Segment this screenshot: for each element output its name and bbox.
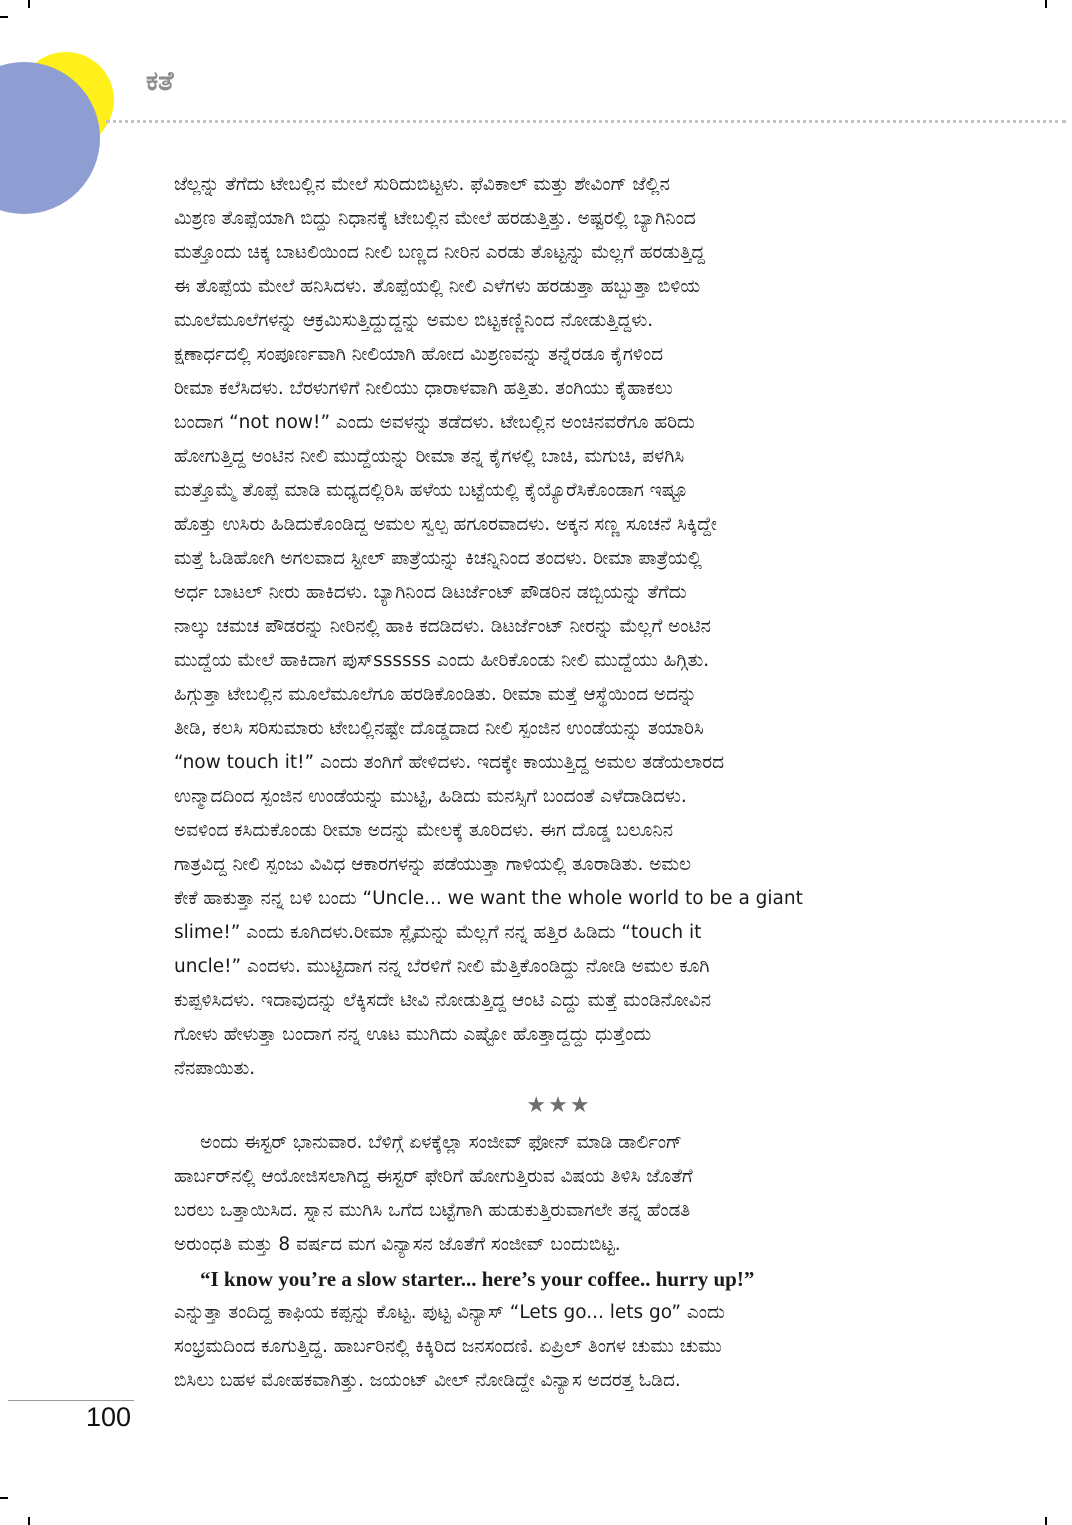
page-number: 100 <box>86 1402 132 1432</box>
text-line: ಬರಲು ಒತ್ತಾಯಿಸಿದ. ಸ್ನಾನ ಮುಗಿಸಿ ಒಗೆದ ಬಟ್ಟೆಗಾಗಿ ಹುಡುಕುತ್ತಿರುವಾಗಲೇ ತನ್ನ ಹೆಂಡತಿ <box>174 1200 691 1221</box>
text-line: ಅವಳಿಂದ ಕಸಿದುಕೊಂಡು ರೀಮಾ ಅದನ್ನು ಮೇಲಕ್ಕೆ ತೂರಿದಳು. ಈಗ ದೊಡ್ಡ ಬಲೂನಿನ <box>174 820 674 841</box>
text-line: ಮೂಲೆಮೂಲೆಗಳನ್ನು ಆಕ್ರಮಿಸುತ್ತಿದ್ದುದ್ದನ್ನು ಅಮಲ ಬಿಟ್ಟಕಣ್ಣಿನಿಂದ ನೋಡುತ್ತಿದ್ದಳು. <box>174 310 654 331</box>
paragraph-1 <box>174 168 944 1086</box>
crop-mark-bottom-left <box>0 1497 8 1499</box>
text-line: ಬಿಸಿಲು ಬಹಳ ಮೋಹಕವಾಗಿತ್ತು. ಜಯಂಟ್ ವೀಲ್ ನೋಡಿದ್ದೇ ವಿನ್ಯಾಸ ಅದರತ್ತ ಓಡಿದ. <box>174 1370 681 1391</box>
text-line: ಅರುಂಧತಿ ಮತ್ತು 8 ವರ್ಷದ ಮಗ ವಿನ್ಯಾಸನ ಜೊತೆಗೆ ಸಂಜೀವ್ ಬಂದುಬಿಟ್ಟ. <box>174 1234 621 1255</box>
paragraph-2 <box>174 1126 944 1262</box>
text-line: ಮತ್ತೊಮ್ಮೆ ತೊಪ್ಪೆ ಮಾಡಿ ಮಧ್ಯದಲ್ಲಿರಿಸಿ ಹಳೆಯ ಬಟ್ಟೆಯಲ್ಲಿ ಕೈಯ್ಯೊರೆಸಿಕೊಂಡಾಗ ಇಷ್ಟೂ <box>174 480 688 501</box>
text-line: ಅಂದು ಈಸ್ಟರ್ ಭಾನುವಾರ. ಬೆಳಿಗ್ಗೆ ಏಳಕ್ಕೆಲ್ಲಾ ಸಂಜೀವ್ ಫೋನ್ ಮಾಡಿ ಡಾರ್ಲಿಂಗ್ <box>200 1132 683 1153</box>
crop-mark-top-left <box>0 16 8 18</box>
footer-rule <box>8 1400 134 1401</box>
paragraph-3 <box>174 1262 944 1398</box>
text-line: “I know you’re a slow starter... here’s your coffee.. hurry up!” <box>200 1267 755 1291</box>
text-line: ನಾಲ್ಕು ಚಮಚ ಪೌಡರನ್ನು ನೀರಿನಲ್ಲಿ ಹಾಕಿ ಕದಡಿದಳು. ಡಿಟರ್ಜೆಂಟ್ ನೀರನ್ನು ಮೆಲ್ಲಗೆ ಅಂಟಿನ <box>174 616 711 637</box>
text-line: ಗಾತ್ರವಿದ್ದ ನೀಲಿ ಸ್ಪಂಜು ವಿವಿಧ ಆಕಾರಗಳನ್ನು ಪಡೆಯುತ್ತಾ ಗಾಳಿಯಲ್ಲಿ ತೂರಾಡಿತು. ಅಮಲ <box>174 854 692 875</box>
text-line: ಈ ತೊಪ್ಪೆಯ ಮೇಲೆ ಹನಿಸಿದಳು. ತೊಪ್ಪೆಯಲ್ಲಿ ನೀಲಿ ಎಳೆಗಳು ಹರಡುತ್ತಾ ಹಬ್ಬುತ್ತಾ ಬಿಳಿಯ <box>174 276 701 297</box>
text-line: ಅರ್ಧ ಬಾಟಲ್ ನೀರು ಹಾಕಿದಳು. ಬ್ಯಾಗಿನಿಂದ ಡಿಟರ್ಜೆಂಟ್ ಪೌಡರಿನ ಡಬ್ಬಿಯನ್ನು ತೆಗೆದು <box>174 582 687 603</box>
text-line: ಕುಪ್ಪಳಿಸಿದಳು. ಇದಾವುದನ್ನು ಲೆಕ್ಕಿಸದೇ ಟೀವಿ ನೋಡುತ್ತಿದ್ದ ಆಂಟಿ ಎದ್ದು ಮತ್ತೆ ಮಂಡಿನೋವಿನ <box>174 990 711 1011</box>
text-line: ಹಾರ್ಬರ್‌ನಲ್ಲಿ ಆಯೋಜಿಸಲಾಗಿದ್ದ ಈಸ್ಟರ್ ಫೇರಿಗೆ ಹೋಗುತ್ತಿರುವ ವಿಷಯ ತಿಳಿಸಿ ಜೊತೆಗೆ <box>174 1166 693 1187</box>
crop-mark-top-right-v <box>1045 0 1047 8</box>
text-line: ಮುದ್ದೆಯ ಮೇಲೆ ಹಾಕಿದಾಗ ಪುಸ್ssssss ಎಂದು ಹೀರಿಕೊಂಡು ನೀಲಿ ಮುದ್ದೆಯು ಹಿಗ್ಗಿತು. <box>174 650 710 671</box>
section-label: ಕತೆ <box>146 66 174 97</box>
text-line: ಮತ್ತೊಂದು ಚಿಕ್ಕ ಬಾಟಲಿಯಿಂದ ನೀಲಿ ಬಣ್ಣದ ನೀರಿನ ಎರಡು ತೊಟ್ಟನ್ನು ಮೆಲ್ಲಗೆ ಹರಡುತ್ತಿದ್ದ <box>174 242 706 263</box>
text-line: ರೀಮಾ ಕಲೆಸಿದಳು. ಬೆರಳುಗಳಿಗೆ ನೀಲಿಯು ಧಾರಾಳವಾಗಿ ಹತ್ತಿತು. ತಂಗಿಯು ಕೈಹಾಕಲು <box>174 378 673 399</box>
text-line: uncle!” ಎಂದಳು. ಮುಟ್ಟಿದಾಗ ನನ್ನ ಬೆರಳಿಗೆ ನೀಲಿ ಮೆತ್ತಿಕೊಂಡಿದ್ದು ನೋಡಿ ಅಮಲ ಕೂಗಿ <box>174 956 710 977</box>
text-line: ಹೋಗುತ್ತಿದ್ದ ಅಂಟಿನ ನೀಲಿ ಮುದ್ದೆಯನ್ನು ರೀಮಾ ತನ್ನ ಕೈಗಳಲ್ಲಿ ಬಾಚಿ, ಮಗುಚಿ, ಪಳಗಿಸಿ <box>174 446 685 467</box>
text-line: ಸಂಭ್ರಮದಿಂದ ಕೂಗುತ್ತಿದ್ದ. ಹಾರ್ಬರಿನಲ್ಲಿ ಕಿಕ್ಕಿರಿದ ಜನಸಂದಣಿ. ಏಪ್ರಿಲ್ ತಿಂಗಳ ಚುಮು ಚುಮು <box>174 1336 722 1357</box>
text-line: ಮಿಶ್ರಣ ತೊಪ್ಪೆಯಾಗಿ ಬಿದ್ದು ನಿಧಾನಕ್ಕೆ ಟೇಬಲ್ಲಿನ ಮೇಲೆ ಹರಡುತ್ತಿತ್ತು. ಅಷ್ಟರಲ್ಲಿ ಬ್ಯಾಗಿನಿಂದ <box>174 208 696 229</box>
text-line: ಉನ್ಮಾದದಿಂದ ಸ್ಪಂಜಿನ ಉಂಡೆಯನ್ನು ಮುಟ್ಟಿ, ಹಿಡಿದು ಮನಸ್ಸಿಗೆ ಬಂದಂತೆ ಎಳೆದಾಡಿದಳು. <box>174 786 687 807</box>
section-separator-stars: ★★★ <box>526 1093 592 1118</box>
text-line: ಎನ್ನುತ್ತಾ ತಂದಿದ್ದ ಕಾಫಿಯ ಕಪ್ಪನ್ನು ಕೊಟ್ಟ. ಪುಟ್ಟ ವಿನ್ಯಾಸ್ “Lets go... lets go” ಎಂದು <box>174 1302 725 1323</box>
crop-mark-top-left-v <box>28 0 30 8</box>
text-line: ಬಂದಾಗ “not now!” ಎಂದು ಅವಳನ್ನು ತಡೆದಳು. ಟೇಬಲ್ಲಿನ ಅಂಚಿನವರೆಗೂ ಹರಿದು <box>174 412 695 433</box>
text-line: ನೆನಪಾಯಿತು. <box>174 1058 256 1079</box>
crop-mark-bottom-right-v <box>1045 1517 1047 1525</box>
crop-mark-bottom-left-v <box>28 1517 30 1525</box>
text-line: ಹಿಗ್ಗುತ್ತಾ ಟೇಬಲ್ಲಿನ ಮೂಲೆಮೂಲೆಗೂ ಹರಡಿಕೊಂಡಿತು. ರೀಮಾ ಮತ್ತೆ ಆಸ್ಥೆಯಿಂದ ಅದನ್ನು <box>174 684 697 705</box>
text-line: ಗೋಳು ಹೇಳುತ್ತಾ ಬಂದಾಗ ನನ್ನ ಊಟ ಮುಗಿದು ಎಷ್ಟೋ ಹೊತ್ತಾದ್ದದ್ದು ಧುತ್ತೆಂದು <box>174 1024 652 1045</box>
text-line: ತೀಡಿ, ಕಲಸಿ ಸರಿಸುಮಾರು ಟೇಬಲ್ಲಿನಷ್ಟೇ ದೊಡ್ಡದಾದ ನೀಲಿ ಸ್ಪಂಜಿನ ಉಂಡೆಯನ್ನು ತಯಾರಿಸಿ <box>174 718 704 739</box>
text-line: ಕೇಕೆ ಹಾಕುತ್ತಾ ನನ್ನ ಬಳಿ ಬಂದು “Uncle... we want the whole world to be a giant <box>174 888 803 909</box>
header-dotted-rule <box>106 120 1066 123</box>
text-line: slime!” ಎಂದು ಕೂಗಿದಳು.ರೀಮಾ ಸ್ಲೈಮನ್ನು ಮೆಲ್ಲಗೆ ನನ್ನ ಹತ್ತಿರ ಹಿಡಿದು “touch it <box>174 922 702 943</box>
text-line: ಮತ್ತೆ ಓಡಿಹೋಗಿ ಅಗಲವಾದ ಸ್ಟೀಲ್ ಪಾತ್ರೆಯನ್ನು ಕಿಚನ್ನಿನಿಂದ ತಂದಳು. ರೀಮಾ ಪಾತ್ರೆಯಲ್ಲಿ <box>174 548 702 569</box>
story-text <box>174 168 944 1398</box>
text-line: ಕ್ಷಣಾರ್ಧದಲ್ಲಿ ಸಂಪೂರ್ಣವಾಗಿ ನೀಲಿಯಾಗಿ ಹೋದ ಮಿಶ್ರಣವನ್ನು ತನ್ನೆರಡೂ ಕೈಗಳಿಂದ <box>174 344 664 365</box>
text-line: ಹೊತ್ತು ಉಸಿರು ಹಿಡಿದುಕೊಂಡಿದ್ದ ಅಮಲ ಸ್ವಲ್ಪ ಹಗೂರವಾದಳು. ಅಕ್ಕನ ಸಣ್ಣ ಸೂಚನೆ ಸಿಕ್ಕಿದ್ದೇ <box>174 514 717 535</box>
text-line: “now touch it!” ಎಂದು ತಂಗಿಗೆ ಹೇಳಿದಳು. ಇದಕ್ಕೇ ಕಾಯುತ್ತಿದ್ದ ಅಮಲ ತಡೆಯಲಾರದ <box>174 752 725 773</box>
text-line: ಜೆಲ್ಲನ್ನು ತೆಗೆದು ಟೇಬಲ್ಲಿನ ಮೇಲೆ ಸುರಿದುಬಿಟ್ಟಳು. ಫೆವಿಕಾಲ್ ಮತ್ತು ಶೇವಿಂಗ್ ಜೆಲ್ಲಿನ <box>174 174 670 195</box>
